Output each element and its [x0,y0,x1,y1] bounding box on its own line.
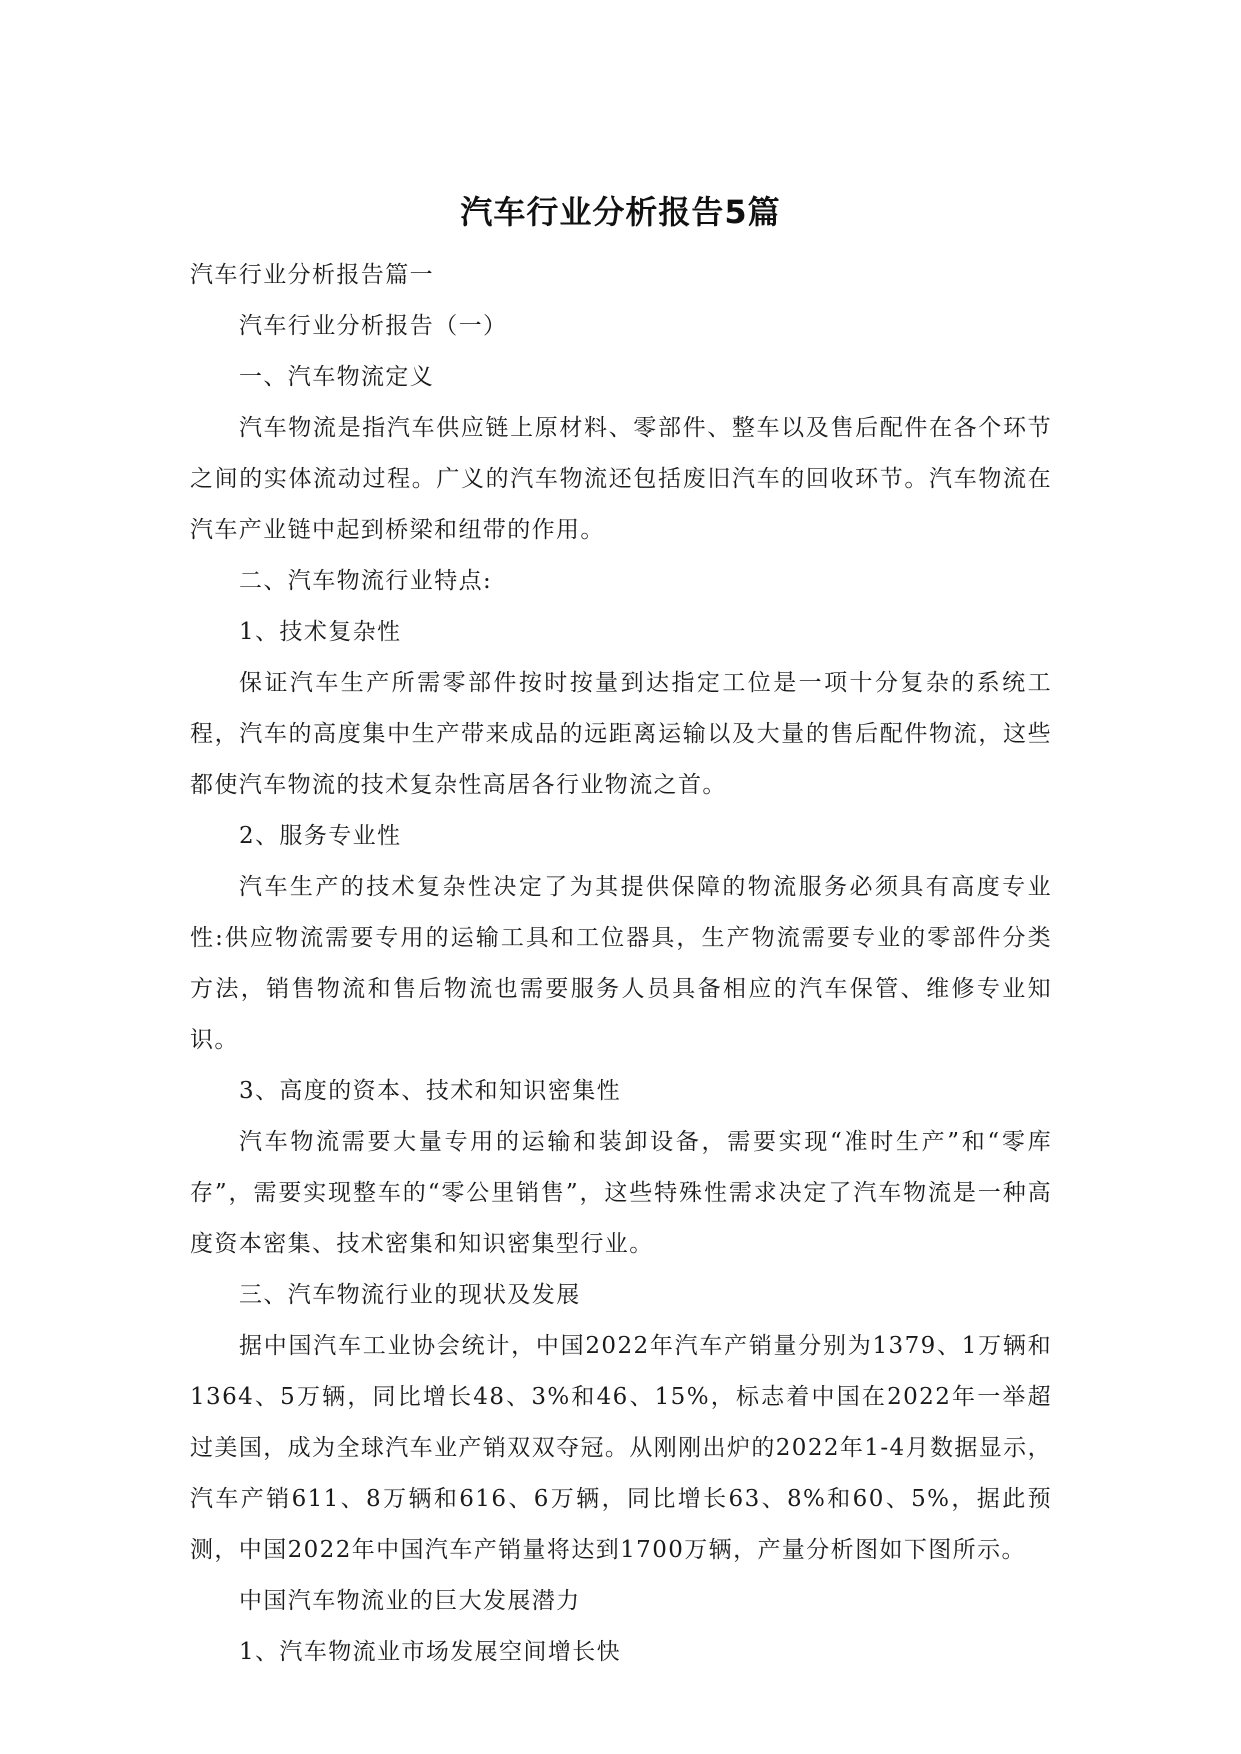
section-heading: 二、汽车物流行业特点: [239,568,493,594]
section-heading: 汽车行业分析报告篇一 [190,262,434,288]
subsection-heading: 2、服务专业性 [239,823,402,849]
paragraph: 汽车物流需要大量专用的运输和装卸设备，需要实现“准时生产”和“零库存”，需要实现整车的“零公里销售”，这些特殊性需求决定了汽车物流是一种高度资本密集、技术密集和知识密集型行业。 [190,1129,1052,1257]
subsection-heading: 中国汽车物流业的巨大发展潜力 [239,1588,581,1614]
subsection-heading: 汽车行业分析报告（一） [239,313,508,339]
paragraph: 保证汽车生产所需零部件按时按量到达指定工位是一项十分复杂的系统工程，汽车的高度集中生产带来成品的远距离运输以及大量的售后配件物流，这些都使汽车物流的技术复杂性高居各行业物流之首。 [190,670,1052,798]
subsection-heading: 1、汽车物流业市场发展空间增长快 [239,1639,622,1665]
paragraph: 据中国汽车工业协会统计，中国2022年汽车产销量分别为1379、1万辆和1364、5万辆，同比增长48、3%和46、15%，标志着中国在2022年一举超过美国，成为全球汽车业产销双双夺冠。从刚刚出炉的2022年1-4月数据显示，汽车产销611、8万辆和616、6万辆，同比增长63、8%和60、5%，据此预测，中国2022年中国汽车产销量将达到1700万辆，产量分析图如下图所示。 [190,1333,1052,1563]
subsection-heading: 1、技术复杂性 [239,619,402,645]
section-heading: 三、汽车物流行业的现状及发展 [239,1282,581,1308]
section-heading: 一、汽车物流定义 [239,364,435,390]
paragraph: 汽车物流是指汽车供应链上原材料、零部件、整车以及售后配件在各个环节之间的实体流动过程。广义的汽车物流还包括废旧汽车的回收环节。汽车物流在汽车产业链中起到桥梁和纽带的作用。 [190,415,1052,543]
document-body [190,250,1052,1678]
subsection-heading: 3、高度的资本、技术和知识密集性 [239,1078,622,1104]
paragraph: 汽车生产的技术复杂性决定了为其提供保障的物流服务必须具有高度专业性:供应物流需要专用的运输工具和工位器具，生产物流需要专业的零部件分类方法，销售物流和售后物流也需要服务人员具备相应的汽车保管、维修专业知识。 [190,874,1052,1053]
document-title: 汽车行业分析报告5篇 [460,193,781,231]
